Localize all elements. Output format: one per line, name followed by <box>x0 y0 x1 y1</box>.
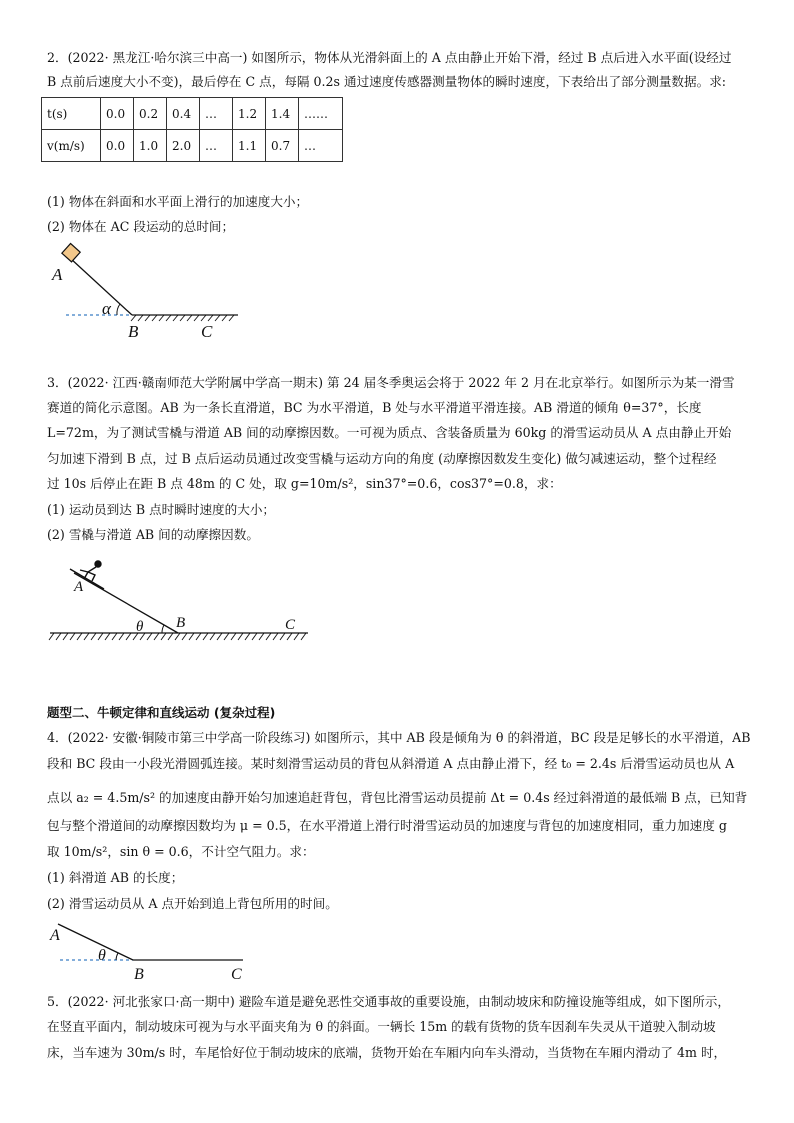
q4-text-line-1: 4．(2022· 安徽·铜陵市第三中学高一阶段练习) 如图所示，其中 AB 段是倾角为 θ 的斜滑道，BC 段是足够长的水平滑道，AB <box>47 730 751 745</box>
q5-text-line-2: 在竖直平面内，制动坡床可视为与水平面夹角为 θ 的斜面。一辆长 15m 的载有货物的货车因刹车失灵从干道驶入制动坡 <box>47 1019 716 1034</box>
q4-subquestion-1: (1) 斜滑道 AB 的长度； <box>47 870 184 885</box>
table-cell: 1.1 <box>233 130 266 162</box>
table-cell: 0.0 <box>101 130 134 162</box>
q3-text-line-4: 匀加速下滑到 B 点，过 B 点后运动员通过改变雪橇与运动方向的角度 (动摩擦因数发生变化) 做匀减速运动，整个过程经 <box>47 451 717 466</box>
label-b: B <box>128 322 139 341</box>
q3-text-line-1: 3．(2022· 江西·赣南师范大学附属中学高一期末) 第 24 届冬季奥运会将于 2022 年 2 月在北京举行。如图所示为某一滑雪 <box>47 375 735 390</box>
table-cell: 2.0 <box>167 130 200 162</box>
label-b: B <box>134 966 144 983</box>
q3-subquestion-1: (1) 运动员到达 B 点时瞬时速度的大小； <box>47 502 276 517</box>
q5-text-line-1: 5．(2022· 河北张家口·高一期中) 避险车道是避免恶性交通事故的重要设施，由制动坡床和防撞设施等组成，如下图所示， <box>47 994 730 1009</box>
label-c: C <box>231 966 242 983</box>
table-cell: t(s) <box>42 98 101 130</box>
table-cell: 1.0 <box>134 130 167 162</box>
table-cell: 0.7 <box>266 130 299 162</box>
q2-subquestion-2: (2) 物体在 AC 段运动的总时间； <box>47 219 235 234</box>
table-cell: 0.0 <box>101 98 134 130</box>
q5-text-line-3: 床，当车速为 30m/s 时，车尾恰好位于制动坡床的底端，货物开始在车厢内向车头滑动，当货物在车厢内滑动了 4m 时， <box>47 1045 727 1060</box>
q3-text-line-2: 赛道的简化示意图。AB 为一条长直滑道，BC 为水平滑道，B 处与水平滑道平滑连接。AB 滑道的倾角 θ=37°，长度 <box>47 400 702 415</box>
q2-text-line-2: B 点前后速度大小不变)，最后停在 C 点，每隔 0.2s 通过速度传感器测量物体的瞬时速度，下表给出了部分测量数据。求: <box>47 74 727 89</box>
table-row-velocity <box>42 130 343 162</box>
q2-incline-figure <box>40 240 250 345</box>
angle-arc <box>162 625 164 633</box>
q3-subquestion-2: (2) 雪橇与滑道 AB 间的动摩擦因数。 <box>47 527 259 542</box>
label-b: B <box>176 615 186 631</box>
ground-hatching <box>49 633 306 640</box>
q3-ski-slope-figure <box>48 555 313 650</box>
q3-text-line-5: 过 10s 后停止在距 B 点 48m 的 C 处，取 g=10m/s²，sin37°=0.6，cos37°=0.8，求： <box>47 476 562 491</box>
q4-text-line-5: 取 10m/s²，sin θ = 0.6，不计空气阻力。求： <box>47 844 315 859</box>
q2-subquestion-1: (1) 物体在斜面和水平面上滑行的加速度大小； <box>47 194 309 209</box>
table-cell: 1.4 <box>266 98 299 130</box>
table-cell: … <box>200 98 233 130</box>
table-cell: 1.2 <box>233 98 266 130</box>
label-c: C <box>201 322 213 341</box>
q3-text-line-3: L=72m，为了测试雪橇与滑道 AB 间的动摩擦因数。一可视为质点、含装备质量为 60kg 的滑雪运动员从 A 点由静止开始 <box>47 425 732 440</box>
table-cell: 0.4 <box>167 98 200 130</box>
q4-subquestion-2: (2) 滑雪运动员从 A 点开始到追上背包所用的时间。 <box>47 896 338 911</box>
q4-text-line-3: 点以 a₂ = 4.5m/s² 的加速度由静开始匀加速追赶背包，背包比滑雪运动员提前 Δt = 0.4s 经过斜滑道的最低端 B 点，已知背 <box>47 790 748 805</box>
table-cell: … <box>299 130 343 162</box>
label-theta: θ <box>98 947 106 964</box>
label-a: A <box>50 927 60 944</box>
ground-hatching <box>131 315 234 321</box>
q4-text-line-4: 包与整个滑道间的动摩擦因数均为 μ = 0.5，在水平滑道上滑行时滑雪运动员的加速度与背包的加速度相同，重力加速度 g <box>47 818 727 833</box>
angle-arc <box>117 304 120 315</box>
table-cell: …… <box>299 98 343 130</box>
ski-slope <box>74 573 178 633</box>
q4-text-line-2: 段和 BC 段由一小段光滑圆弧连接。某时刻滑雪运动员的背包从斜滑道 A 点由静止滑下，经 t₀ = 2.4s 后滑雪运动员也从 A <box>47 756 735 771</box>
ski-slope <box>58 924 133 960</box>
label-alpha: α <box>102 299 111 318</box>
section-heading: 题型二、牛顿定律和直线运动 (复杂过程) <box>47 705 276 720</box>
q2-text-line-1: 2．(2022· 黑龙江·哈尔滨三中高一) 如图所示，物体从光滑斜面上的 A 点由静止开始下滑，经过 B 点后进入水平面(设经过 <box>47 50 732 65</box>
q4-slope-figure <box>48 918 253 986</box>
label-a: A <box>74 579 84 595</box>
label-theta: θ <box>136 619 144 635</box>
table-cell: 0.2 <box>134 98 167 130</box>
q2-measurement-table <box>41 97 343 162</box>
table-cell: v(m/s) <box>42 130 101 162</box>
incline-surface <box>70 258 132 315</box>
label-c: C <box>285 617 296 633</box>
table-cell: … <box>200 130 233 162</box>
table-row-time <box>42 98 343 130</box>
block-icon <box>62 244 80 262</box>
label-a: A <box>52 265 63 284</box>
angle-arc <box>116 953 118 960</box>
